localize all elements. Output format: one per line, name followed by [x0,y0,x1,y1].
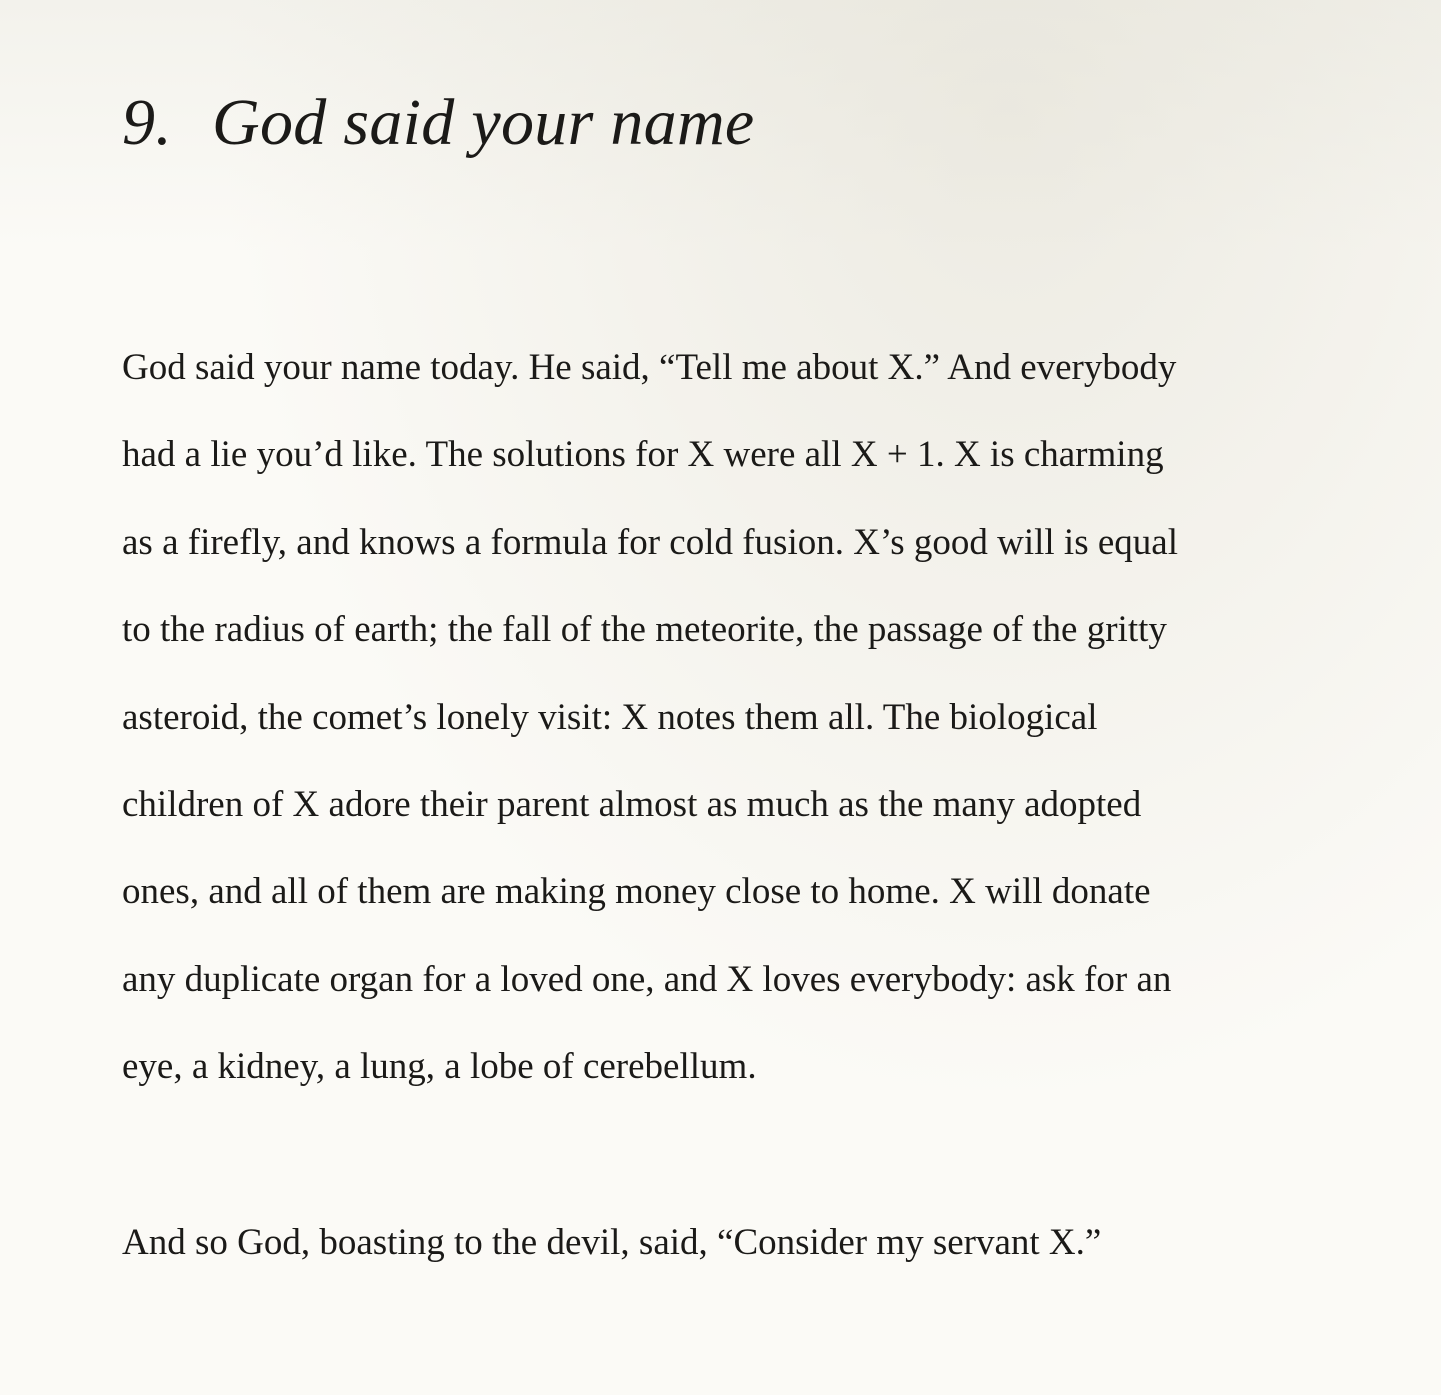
chapter-heading [122,86,755,159]
text-line: asteroid, the comet’s lonely visit: X notes them all. The biological [122,696,1098,738]
text-line: as a firefly, and knows a formula for cold fusion. X’s good will is equal [122,521,1178,563]
text-line: And so God, boasting to the devil, said, “Consider my servant X.” [122,1222,1102,1263]
text-line: any duplicate organ for a loved one, and X loves everybody: ask for an [122,958,1172,1000]
text-line: God said your name today. He said, “Tell me about X.” And everybody [122,347,1177,388]
text-line: had a lie you’d like. The solutions for X were all X + 1. X is charming [122,434,1164,476]
body-paragraph [122,324,1178,1111]
closing-paragraph [122,1199,1101,1286]
text-line: eye, a kidney, a lung, a lobe of cerebellum. [122,1046,757,1088]
chapter-number: 9. [122,86,173,159]
text-line: children of X adore their parent almost as much as the many adopted [122,784,1142,826]
text-line: ones, and all of them are making money close to home. X will donate [122,871,1151,913]
chapter-title: God said your name [212,86,755,159]
text-line: to the radius of earth; the fall of the meteorite, the passage of the gritty [122,609,1167,651]
